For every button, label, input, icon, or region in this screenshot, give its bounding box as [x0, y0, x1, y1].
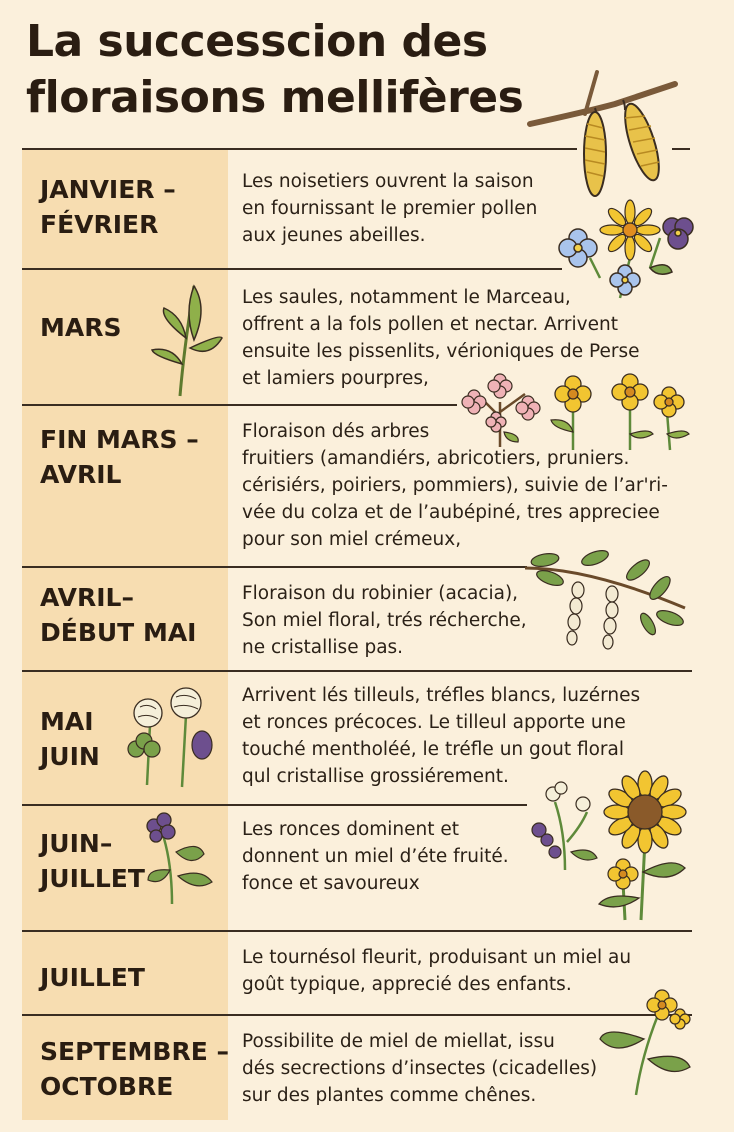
- month-description: Le tournésol fleurit, produisant un miel au goût typique, apprecié des enfants.: [242, 947, 632, 995]
- hazel-catkins-icon: [525, 62, 695, 192]
- acacia-branch-icon: [520, 548, 690, 660]
- month-description: Possibilite de miel de miellat, issu dés secrections d’insectes (cicadelles) sur des plantes comme chênes.: [242, 1031, 598, 1106]
- bramble-icon: [142, 812, 222, 907]
- month-description: Floraison dés arbres fruitiers (amandiérs, abricotiers, pruniers. cérisiérs, poiriers, pommiers), suivie de l’ar'ri- vée du colza et de l’aubépiné, tres appreciee pour son miel crémeux,: [242, 421, 668, 550]
- sunflower-icon: [585, 772, 697, 922]
- buttercup-icon: [596, 985, 696, 1097]
- fruit-blossom-icon: [460, 372, 550, 452]
- willow-leaves-icon: [150, 278, 225, 398]
- month-description: Les noisetiers ouvrent la saison en fournissant le premier pollen aux jeunes abeilles.: [242, 171, 538, 246]
- row-septembre-octobre: [22, 1016, 692, 1120]
- month-label: MAI JUIN: [40, 707, 100, 771]
- yellow-flowers-icon: [545, 372, 695, 452]
- month-label: AVRIL– DÉBUT MAI: [40, 583, 197, 647]
- title-line-1: La successcion des: [26, 16, 488, 67]
- month-label: SEPTEMBRE – OCTOBRE: [40, 1037, 230, 1101]
- month-label: JUIN– JUILLET: [40, 829, 145, 893]
- title-line-2: floraisons mellifères: [26, 72, 524, 123]
- month-description: Les ronces dominent et donnent un miel d’éte fruité. fonce et savoureux: [242, 819, 509, 894]
- month-label: MARS: [40, 313, 122, 342]
- month-description: Arrivent lés tilleuls, tréfles blancs, luzérnes et ronces précoces. Le tilleul apporte une touché mentholéé, le tréfle un gout floral qul cristallise grossiérement.: [242, 685, 641, 787]
- month-description: Les saules, notamment le Marceau, offrent a la fols pollen et nectar. Arrivent ensuite les pissenlits, vérioniques de Perse et lamiers pourpres,: [242, 287, 640, 389]
- page-title: [26, 14, 566, 126]
- month-label: FIN MARS – AVRIL: [40, 425, 199, 489]
- spring-flowers-icon: [550, 198, 700, 303]
- month-label: JANVIER – FÉVRIER: [40, 175, 176, 239]
- clover-icon: [122, 685, 217, 790]
- row-juillet: [22, 932, 692, 1014]
- month-label: JUILLET: [40, 963, 145, 992]
- month-description: Floraison du robinier (acacia), Son miel floral, trés récherche, ne cristallise pas.: [242, 583, 527, 658]
- divider: [22, 148, 577, 150]
